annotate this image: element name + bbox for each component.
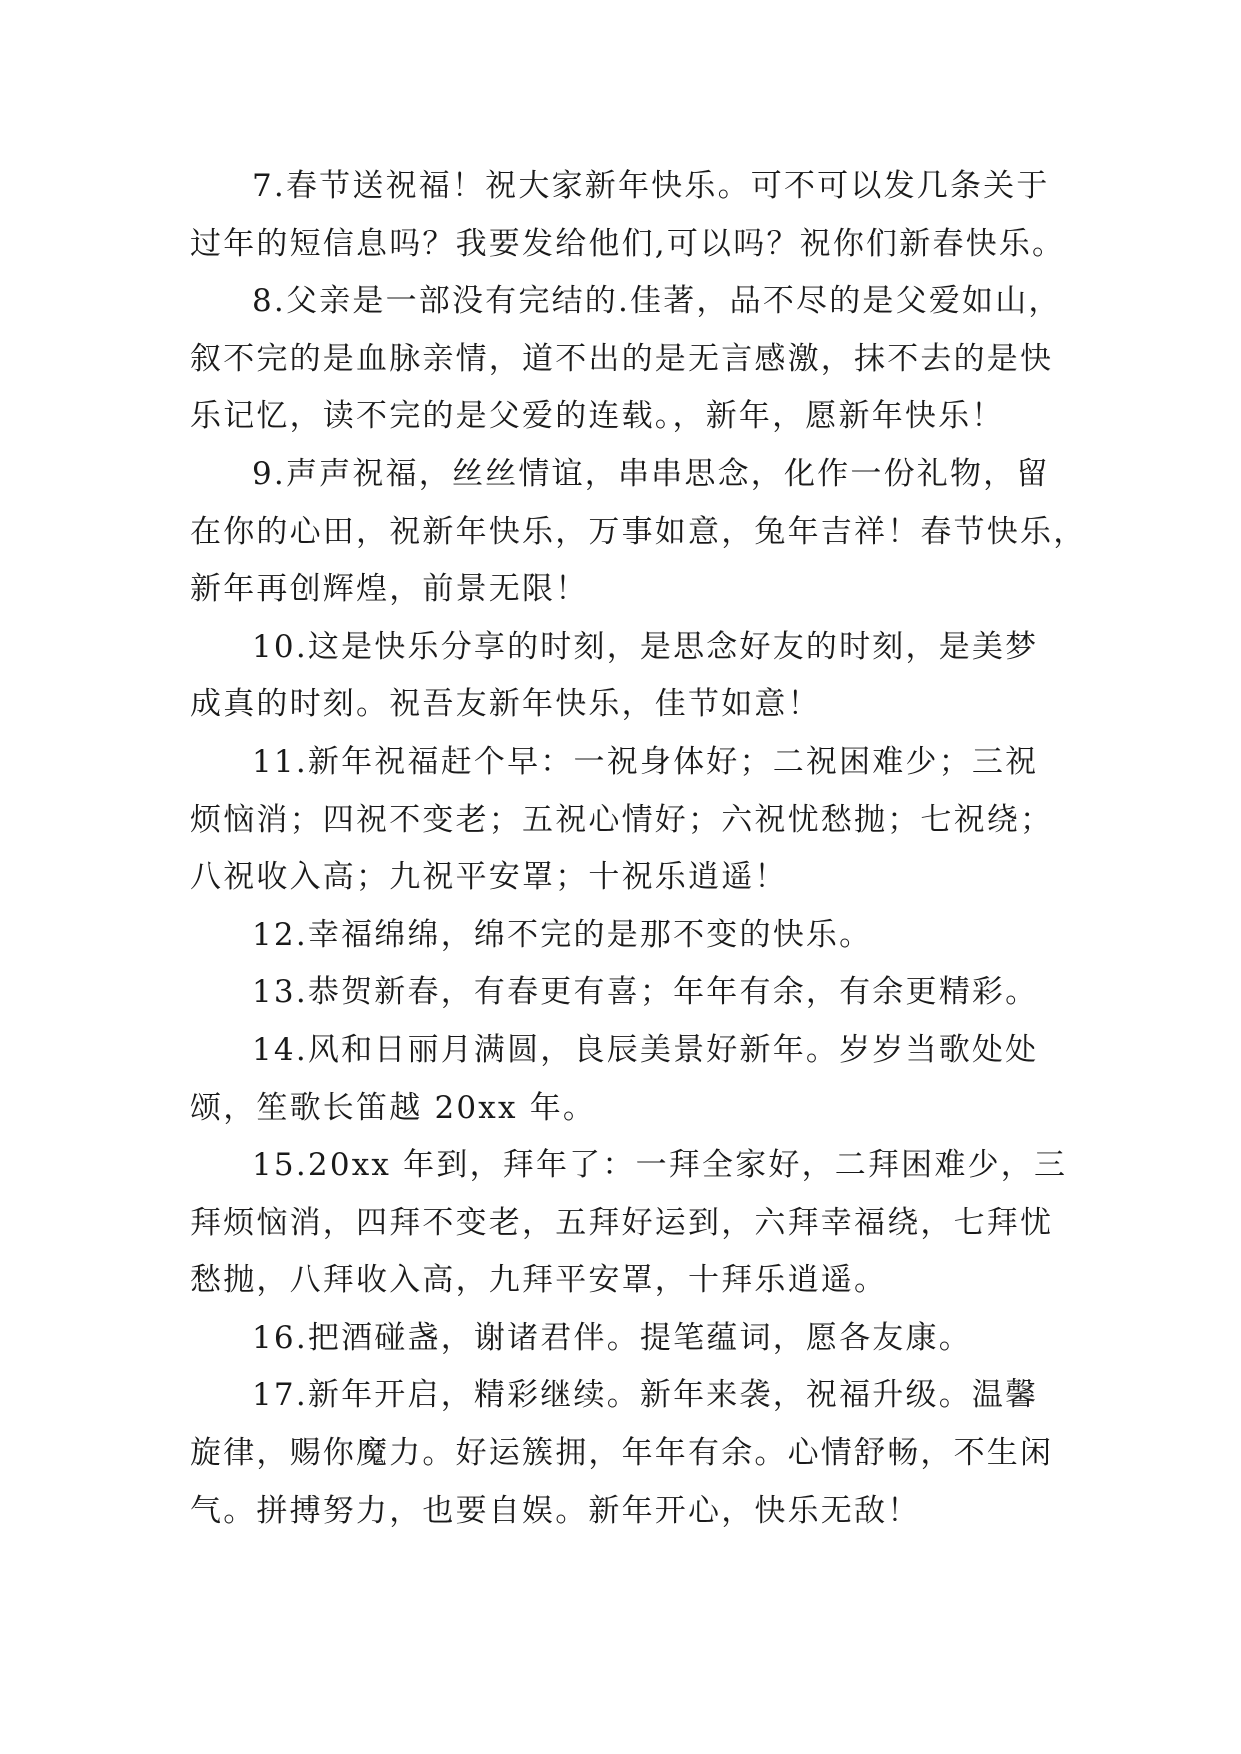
paragraph-12 (190, 907, 1090, 965)
paragraph-line: 11.新年祝福赶个早：一祝身体好；二祝困难少；三祝 (252, 743, 1039, 780)
paragraph-line: 过年的短信息吗？我要发给他们,可以吗？祝你们新春快乐。 (190, 225, 1066, 262)
paragraph-9 (190, 446, 1090, 619)
paragraph-8 (190, 273, 1090, 446)
paragraph-line: 新年再创辉煌，前景无限！ (190, 571, 589, 608)
paragraph-16 (190, 1310, 1090, 1368)
paragraph-line: 13.恭贺新春，有春更有喜；年年有余，有余更精彩。 (252, 974, 1039, 1011)
paragraph-line: 八祝收入高；九祝平安罩；十祝乐逍遥！ (190, 859, 788, 896)
paragraph-line: 旋律，赐你魔力。好运簇拥，年年有余。心情舒畅，不生闲 (190, 1435, 1054, 1472)
paragraph-10 (190, 619, 1090, 734)
paragraph-line: 愁抛，八拜收入高，九拜平安罩，十拜乐逍遥。 (190, 1262, 888, 1299)
paragraph-line: 拜烦恼消，四拜不变老，五拜好运到，六拜幸福绕，七拜忧 (190, 1204, 1054, 1241)
paragraph-line: 乐记忆，读不完的是父爱的连载。，新年，愿新年快乐！ (190, 398, 1005, 435)
document-body (190, 158, 1090, 1540)
paragraph-line: 叙不完的是血脉亲情，道不出的是无言感激，抹不去的是快 (190, 340, 1054, 377)
paragraph-line: 7.春节送祝福！祝大家新年快乐。可不可以发几条关于 (252, 168, 1050, 204)
paragraph-11 (190, 734, 1090, 907)
paragraph-line: 8.父亲是一部没有完结的.佳著，品不尽的是父爱如山， (252, 283, 1062, 320)
paragraph-line: 15.20xx 年到，拜年了：一拜全家好，二拜困难少，三 (252, 1147, 1068, 1184)
paragraph-7 (190, 158, 1090, 273)
paragraph-13 (190, 964, 1090, 1022)
paragraph-line: 16.把酒碰盏，谢诸君伴。提笔蕴词，愿各友康。 (252, 1319, 972, 1356)
paragraph-line: 14.风和日丽月满圆，良辰美景好新年。岁岁当歌处处 (252, 1031, 1039, 1068)
paragraph-17 (190, 1367, 1090, 1540)
paragraph-line: 12.幸福绵绵，绵不完的是那不变的快乐。 (252, 916, 873, 953)
paragraph-line: 9.声声祝福，丝丝情谊，串串思念，化作一份礼物，留 (252, 455, 1050, 492)
paragraph-line: 17.新年开启，精彩继续。新年来袭，祝福升级。温馨 (252, 1377, 1039, 1414)
paragraph-line: 气。拼搏努力，也要自娱。新年开心，快乐无敌！ (190, 1492, 921, 1529)
paragraph-line: 成真的时刻。祝吾友新年快乐，佳节如意！ (190, 686, 821, 723)
paragraph-15 (190, 1137, 1090, 1310)
paragraph-line: 在你的心田，祝新年快乐，万事如意，兔年吉祥！春节快乐， (190, 513, 1087, 550)
paragraph-14 (190, 1022, 1090, 1137)
paragraph-line: 烦恼消；四祝不变老；五祝心情好；六祝忧愁抛；七祝绕； (190, 801, 1054, 838)
paragraph-line: 10.这是快乐分享的时刻，是思念好友的时刻，是美梦 (252, 628, 1039, 665)
paragraph-line: 颂，笙歌长笛越 20xx 年。 (190, 1089, 597, 1126)
